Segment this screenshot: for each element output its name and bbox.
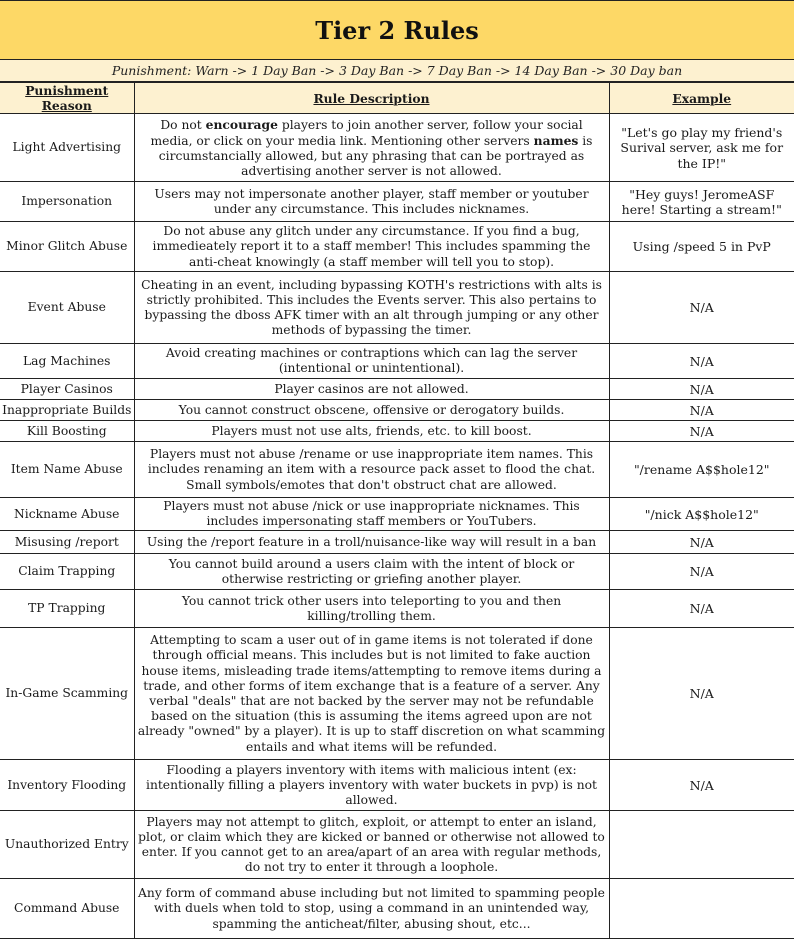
description-cell: You cannot trick other users into teleporting to you and then killing/trolling them. — [134, 590, 609, 628]
example-cell: N/A — [609, 628, 794, 760]
description-cell: You cannot construct obscene, offensive or derogatory builds. — [134, 400, 609, 421]
description-cell: You cannot build around a users claim with the intent of block or otherwise restricting or griefing another player. — [134, 554, 609, 590]
example-cell: N/A — [609, 760, 794, 811]
reason-cell: Lag Machines — [0, 344, 134, 379]
punishment-ladder: Punishment: Warn -> 1 Day Ban -> 3 Day Ban -> 7 Day Ban -> 14 Day Ban -> 30 Day ban — [0, 60, 794, 82]
table-row — [0, 182, 794, 222]
column-header-example: Example — [609, 83, 794, 114]
column-header-description: Rule Description — [134, 83, 609, 114]
description-cell: Attempting to scam a user out of in game items is not tolerated if done through official means. This includes but is not limited to fake auction house items, misleading trade items/attempting to remove items during a trade, and other forms of item exchange that is a feature of a server. Any verbal "deals" that are not backed by the server may not be refundable based on the situation (this is assuming the items agreed upon are not already "owned" by a player). It is up to staff discretion on what scamming entails and what items will be refunded. — [134, 628, 609, 760]
reason-cell: Impersonation — [0, 182, 134, 222]
table-row — [0, 554, 794, 590]
example-cell: N/A — [609, 379, 794, 400]
example-cell: N/A — [609, 344, 794, 379]
reason-cell: TP Trapping — [0, 590, 134, 628]
description-cell: Players must not abuse /nick or use inappropriate nicknames. This includes impersonating staff members or YouTubers. — [134, 498, 609, 531]
description-text: players to join another server, follow your social media, or click on your media link. Mentioning other servers — [150, 117, 583, 148]
table-row — [0, 442, 794, 498]
description-cell: Player casinos are not allowed. — [134, 379, 609, 400]
table-row — [0, 760, 794, 811]
table-row — [0, 531, 794, 554]
rules-table — [0, 82, 794, 939]
reason-cell: Inappropriate Builds — [0, 400, 134, 421]
table-row — [0, 222, 794, 272]
reason-cell: Misusing /report — [0, 531, 134, 554]
example-cell: N/A — [609, 590, 794, 628]
table-row — [0, 811, 794, 879]
example-cell: "/nick A$$hole12" — [609, 498, 794, 531]
example-cell: Using /speed 5 in PvP — [609, 222, 794, 272]
page-title: Tier 2 Rules — [315, 15, 479, 45]
example-cell: "/rename A$$hole12" — [609, 442, 794, 498]
description-emphasis: names — [533, 132, 579, 148]
title-band — [0, 0, 794, 60]
reason-cell: Item Name Abuse — [0, 442, 134, 498]
reason-cell: Player Casinos — [0, 379, 134, 400]
reason-cell: Nickname Abuse — [0, 498, 134, 531]
reason-cell: Light Advertising — [0, 114, 134, 182]
description-cell — [134, 114, 609, 182]
table-row — [0, 879, 794, 939]
description-cell: Users may not impersonate another player, staff member or youtuber under any circumstance. This includes nicknames. — [134, 182, 609, 222]
example-cell: N/A — [609, 272, 794, 344]
description-text: Do not — [160, 117, 206, 132]
reason-cell: Claim Trapping — [0, 554, 134, 590]
table-row — [0, 498, 794, 531]
description-emphasis: encourage — [205, 116, 278, 132]
example-cell: "Hey guys! JeromeASF here! Starting a stream!" — [609, 182, 794, 222]
example-cell: N/A — [609, 531, 794, 554]
description-cell: Cheating in an event, including bypassing KOTH's restrictions with alts is strictly prohibited. This includes the Events server. This also pertains to bypassing the dboss AFK timer with an alt through jumping or any other methods of bypassing the timer. — [134, 272, 609, 344]
column-header-reason: Punishment Reason — [0, 83, 134, 114]
description-cell: Players must not use alts, friends, etc. to kill boost. — [134, 421, 609, 442]
table-row — [0, 628, 794, 760]
reason-cell: Minor Glitch Abuse — [0, 222, 134, 272]
table-row — [0, 590, 794, 628]
example-cell: "Let's go play my friend's Surival server, ask me for the IP!" — [609, 114, 794, 182]
reason-cell: Kill Boosting — [0, 421, 134, 442]
reason-cell: In-Game Scamming — [0, 628, 134, 760]
example-cell: N/A — [609, 421, 794, 442]
description-text: is circumstancially allowed, but any phrasing that can be portrayed as advertising another server is not allowed. — [158, 133, 593, 179]
table-row — [0, 272, 794, 344]
reason-cell: Event Abuse — [0, 272, 134, 344]
reason-cell: Command Abuse — [0, 879, 134, 939]
table-row — [0, 421, 794, 442]
description-cell: Players must not abuse /rename or use inappropriate item names. This includes renaming an item with a resource pack asset to flood the chat. Small symbols/emotes that don't obstruct chat are allowed. — [134, 442, 609, 498]
reason-cell: Inventory Flooding — [0, 760, 134, 811]
example-cell — [609, 811, 794, 879]
description-cell: Players may not attempt to glitch, exploit, or attempt to enter an island, plot, or claim which they are kicked or banned or otherwise not allowed to enter. If you cannot get to an area/apart of an area with regular methods, do not try to enter it through a loophole. — [134, 811, 609, 879]
description-cell: Flooding a players inventory with items with malicious intent (ex: intentionally filling a players inventory with water buckets in pvp) is not allowed. — [134, 760, 609, 811]
table-row — [0, 400, 794, 421]
table-row — [0, 344, 794, 379]
example-cell: N/A — [609, 400, 794, 421]
description-cell: Using the /report feature in a troll/nuisance-like way will result in a ban — [134, 531, 609, 554]
description-cell: Do not abuse any glitch under any circumstance. If you find a bug, immedieately report it to a staff member! This includes spamming the anti-cheat knowingly (a staff member will tell you to stop). — [134, 222, 609, 272]
reason-cell: Unauthorized Entry — [0, 811, 134, 879]
example-cell — [609, 879, 794, 939]
table-header-row — [0, 83, 794, 114]
description-cell: Avoid creating machines or contraptions which can lag the server (intentional or unintentional). — [134, 344, 609, 379]
table-row — [0, 114, 794, 182]
table-row — [0, 379, 794, 400]
example-cell: N/A — [609, 554, 794, 590]
description-cell: Any form of command abuse including but not limited to spamming people with duels when told to stop, using a command in an unintended way, spamming the anticheat/filter, abusing shout, etc... — [134, 879, 609, 939]
